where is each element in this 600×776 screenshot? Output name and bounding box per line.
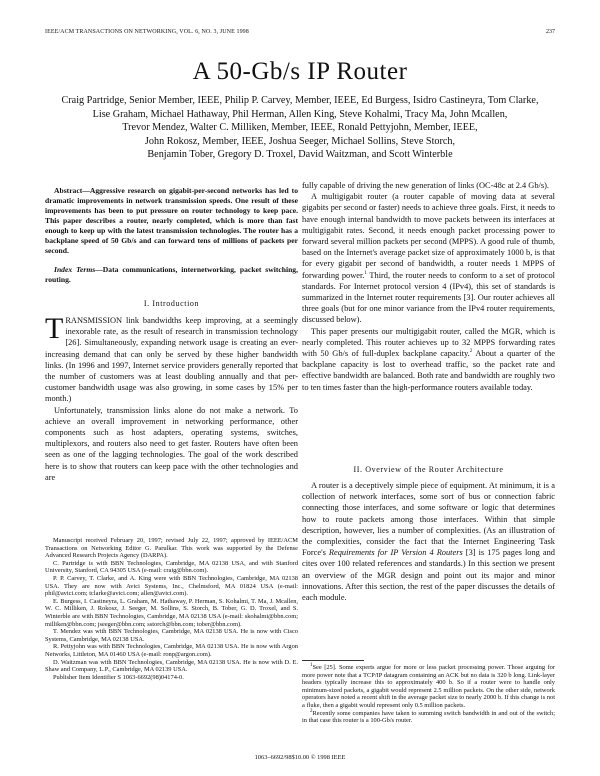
footnote-affiliation-4: T. Mendez was with BBN Technologies, Cambridge, MA 02138 USA. He is now with Cisco Systems, Cambridge, MA 02138 USA.: [45, 628, 298, 643]
index-terms: [45, 265, 298, 285]
intro-paragraph-1: TRANSMISSION link bandwidths keep improving, at a seemingly inexorable rate, as the result of research in transmission technology [26]. Simultaneously, expanding network usage is creating an ever-increasing demand that can only be served by these higher bandwidth links. (In 1996 and 1997, Internet service providers generally reported that the number of customers was at least doubling annually and that per-customer bandwidth usage was also growing, in some cases by 15% per month.): [45, 312, 298, 404]
right-paragraph-2: This paper presents our multigigabit router, called the MGR, which is nearly completed. This router achieves up to 32 MPPS forwarding rates with 50 Gb/s of full-duplex backplane capacity.$^2$ About a quarter of the backplane capacity is lost to overhead traffic, so the packet rate and effective bandwidth are balanced. Both rate and bandwidth are roughly two to ten times faster than the high-performance routers available today.: [302, 326, 555, 392]
abstract: [45, 186, 298, 256]
overview-paragraph-1: A router is a deceptively simple piece of equipment. At minimum, it is a collection of network interfaces, some sort of bus or connection fabric connecting those interfaces, and some software or logic that determines how to route packets among those interfaces. Within that simple description, however, lies a number of complexities. (As an illustration of the complexities, consider the fact that the Internet Engineering Task Force's Requirements for IP Version 4 Routers [3] is 175 pages long and cites over 100 related references and standards.) In this section we present an overview of the MGR design and point out its major and minor innovations. After this section, the rest of the paper discusses the details of each module.: [302, 481, 555, 603]
footnote-manuscript: Manuscript received February 20, 1997; revised July 22, 1997; approved by IEEE/ACM Transactions on Networking Editor G. Parulkar. This work was supported by the Defense Advanced Research Projects Agency (DARPA).: [45, 537, 298, 560]
footnote-publisher-id: Publisher Item Identifier S 1063-6692(98)04174-0.: [53, 673, 184, 681]
index-terms-text: Data communications, internetworking, packet switching, routing.: [45, 265, 298, 284]
author-line-3: Trevor Mendez, Walter C. Milliken, Member, IEEE, Ronald Pettyjohn, Member, IEEE,: [122, 122, 478, 134]
author-line-5: Benjamin Tober, Gregory D. Troxel, David Waitzman, and Scott Winterble: [147, 149, 453, 161]
footnote-ref-1[interactable]: 1: [364, 270, 367, 276]
running-head: IEEE/ACM TRANSACTIONS ON NETWORKING, VOL. 6, NO. 3, JUNE 1998: [45, 29, 249, 35]
abstract-text: Aggressive research on gigabit-per-second networks has led to dramatic improvements in network transmission speeds. One result of these improvements has been to put pressure on router technology to keep pace. This paper describes a router, nearly completed, which is more than fast enough to keep up with the latest transmission technologies. The router has a backplane speed of 50 Gb/s and can forward tens of millions of packets per second.: [45, 186, 298, 255]
index-terms-label: Index Terms—: [54, 265, 103, 274]
author-line-2: Lise Graham, Michael Hathaway, Phil Herman, Allen King, Steve Kohalmi, Tracy Ma, John Mcallen,: [92, 108, 508, 120]
footnote-2: $^2$Recently some companies have taken to summing switch bandwidth in and out of the switch; in that case this router is a 100-Gb/s router.: [302, 708, 555, 725]
footnote-affiliation-3: E. Burgess, I. Castineyra, L. Graham, M. Hathaway, P. Herman, S. Kohalmi, T. Ma, J. Mcallen, W. C. Milliken, J. Rokosz, J. Seeger, M. Sollins, S. Storch, B. Tober, G. D. Troxel, and S. Winterble are with BBN Technologies, Cambridge, MA 02138 USA (e-mail: skohalmi@bbn.com; milliken@bbn.com; jseeger@bbn.com; sstorch@bbn.com; tober@bbn.com).: [45, 597, 298, 628]
footnote-affiliation-2: P. P. Carvey, T. Clarke, and A. King were with BBN Technologies, Cambridge, MA 02138 USA. They are now with Avici Systems, Inc., Chelmsford, MA 01824 USA (e-mail: phil@avici.com; tclarke@avici.com; allen@avici.com).: [45, 574, 298, 598]
footnote-rule: [302, 660, 364, 661]
footnote-affiliation-5: R. Pettyjohn was with BBN Technologies, Cambridge, MA 02138 USA. He is now with Argon Networks, Littleton, MA 01460 USA (e-mail: ronp@argon.com).: [45, 643, 298, 658]
right-column-body: [302, 180, 555, 393]
footnote-affiliation-1: C. Partridge is with BBN Technologies, Cambridge, MA 02138 USA, and with Stanford University, Stanford, CA 94305 USA (e-mail: craig@bbn.com).: [45, 559, 298, 575]
overview-body: [302, 480, 555, 603]
rfc-title: Requirements for IP Version 4 Routers: [328, 548, 463, 558]
footnote-1: $^1$See [25]. Some experts argue for more or less packet processing power. Those arguing for more power note that a TCP/IP datagram containing an ACK but no data is 320 b long. Link-layer headers typically increase this to approximately 400 b. So if a router were to handle only minimum-sized packets, a gigabit would represent 2.5 million packets. On the other side, network operators have noted a recent shift in the average packet size to nearly 2000 b. If this change is not a fluke, then a gigabit would represent only 0.5 million packets.: [302, 662, 555, 709]
abstract-label: Abstract—: [54, 186, 90, 195]
author-line-1: Craig Partridge, Senior Member, IEEE, Philip P. Carvey, Member, IEEE, Ed Burgess, Isidro Castineyra, Tom Clarke,: [61, 95, 539, 106]
copyright-line: 1063–6692/98$10.00 © 1998 IEEE: [254, 754, 346, 761]
author-line-4: John Rokosz, Member, IEEE, Joshua Seeger, Michael Sollins, Steve Storch,: [144, 135, 456, 147]
author-list: [30, 94, 570, 162]
section-heading-introduction: I. Introduction: [143, 299, 200, 308]
footnote-ref-2[interactable]: 2: [469, 349, 473, 355]
introduction-body: [45, 312, 298, 483]
left-footnotes: [45, 537, 298, 681]
right-footnotes: [302, 660, 555, 725]
drop-cap: T: [45, 312, 64, 345]
right-paragraph-0: fully capable of driving the new generation of links (OC-48c at 2.4 Gb/s).: [302, 181, 549, 190]
footnote-affiliation-6: D. Waitzman was with BBN Technologies, Cambridge, MA 02138 USA. He is now with D. E. Shaw and Company, L.P., Cambridge, MA 02139 USA.: [45, 658, 298, 674]
paper-title: A 50-Gb/s IP Router: [192, 58, 408, 85]
section-heading-overview: II. Overview of the Router Architecture: [353, 465, 504, 474]
intro-paragraph-2: Unfortunately, transmission links alone do not make a network. To achieve an overall improvement in networking performance, other components such as host adapters, operating systems, switches, multiplexors, and routers also need to get faster. Routers have often been seen as one of the lagging technologies. The goal of the work described here is to show that routers can keep pace with the other technologies and are: [45, 405, 298, 482]
page-number: 237: [546, 29, 555, 35]
right-paragraph-1: A multigigabit router (a router capable of moving data at several gigabits per second or faster) needs to achieve three goals. First, it needs to have enough internal bandwidth to move packets between its interfaces at multigigabit rates. Second, it needs enough packet processing power to forward several million packets per second (MPPS). A good rule of thumb, based on the Internet's average packet size of approximately 1000 b, is that for every gigabit per second of bandwidth, a router needs 1 MPPS of forwarding power.$^1$ Third, the router needs to conform to a set of protocol standards. For Internet protocol version 4 (IPv4), this set of standards is summarized in the Internet router requirements [3]. Our router achieves all three goals (but for one minor variance from the IPv4 router requirements, discussed below).: [302, 192, 555, 325]
